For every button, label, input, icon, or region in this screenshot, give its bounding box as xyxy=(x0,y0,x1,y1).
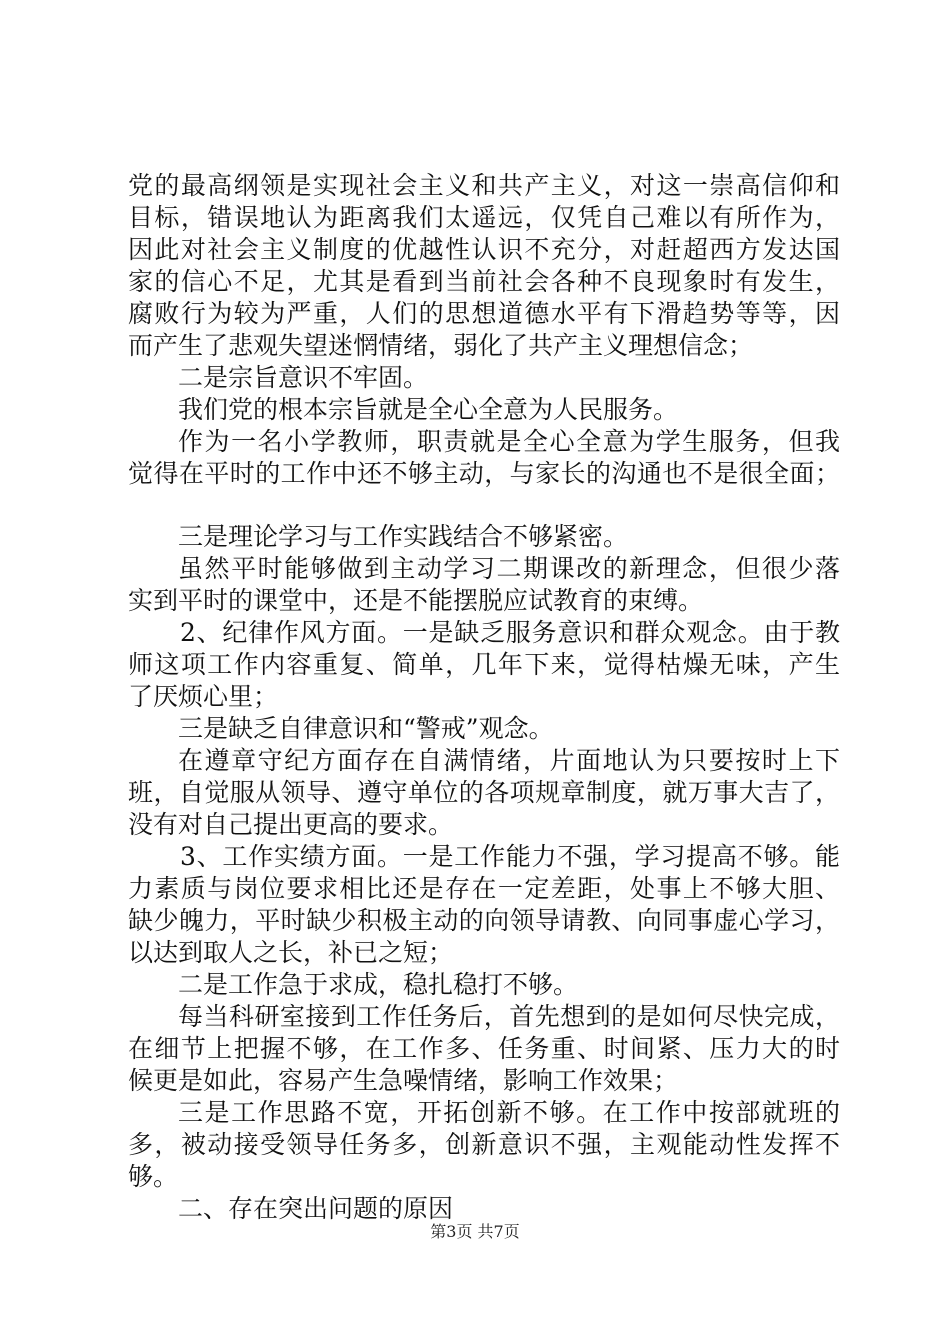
text-line: 每当科研室接到工作任务后，首先想到的是如何尽快完成， xyxy=(178,1002,840,1031)
text-line: 力素质与岗位要求相比还是存在一定差距，处事上不够大胆、 xyxy=(128,874,840,903)
text-line: 候更是如此，容易产生急噪情绪，影响工作效果； xyxy=(128,1066,679,1095)
text-line: 够。 xyxy=(128,1162,179,1191)
text-line: 腐败行为较为严重，人们的思想道德水平有下滑趋势等等，因 xyxy=(128,299,840,328)
text-line: 2、纪律作风方面。一是缺乏服务意识和群众观念。由于教 xyxy=(180,618,840,647)
text-line: 师这项工作内容重复、简单，几年下来，觉得枯燥无味，产生 xyxy=(128,650,840,679)
text-line: 在遵章守纪方面存在自满情绪，片面地认为只要按时上下 xyxy=(178,746,840,775)
text-line: 在细节上把握不够，在工作多、任务重、时间紧、压力大的时 xyxy=(128,1034,840,1063)
text-line: 多，被动接受领导任务多，创新意识不强，主观能动性发挥不 xyxy=(128,1130,840,1159)
text-line: 家的信心不足，尤其是看到当前社会各种不良现象时有发生， xyxy=(128,267,840,296)
text-line: 二是工作急于求成，稳扎稳打不够。 xyxy=(178,970,579,999)
text-line: 因此对社会主义制度的优越性认识不充分，对赶超西方发达国 xyxy=(128,235,840,264)
page-number: 第3页 共7页 xyxy=(430,1222,520,1241)
section-heading: 二、存在突出问题的原因 xyxy=(178,1194,454,1223)
blank-line xyxy=(128,490,840,521)
text-line: 三是理论学习与工作实践结合不够紧密。 xyxy=(178,522,629,551)
text-line: 虽然平时能够做到主动学习二期课改的新理念，但很少落 xyxy=(178,554,840,583)
document-body xyxy=(128,170,840,1225)
text-line: 三是工作思路不宽，开拓创新不够。在工作中按部就班的 xyxy=(178,1098,840,1127)
text-line: 目标，错误地认为距离我们太遥远，仅凭自己难以有所作为， xyxy=(128,203,840,232)
text-line: 缺少魄力，平时缺少积极主动的向领导请教、向同事虚心学习， xyxy=(128,906,840,935)
text-line: 以达到取人之长，补已之短； xyxy=(128,938,454,967)
text-line: 而产生了悲观失望迷惘情绪，弱化了共产主义理想信念； xyxy=(128,331,754,360)
text-line: 3、工作实绩方面。一是工作能力不强，学习提高不够。能 xyxy=(180,842,840,871)
text-line: 觉得在平时的工作中还不够主动，与家长的沟通也不是很全面； xyxy=(128,459,840,488)
text-line: 党的最高纲领是实现社会主义和共产主义，对这一崇高信仰和 xyxy=(128,171,840,200)
text-line: 二是宗旨意识不牢固。 xyxy=(178,363,429,392)
text-line: 没有对自己提出更高的要求。 xyxy=(128,810,454,839)
text-line: 班，自觉服从领导、遵守单位的各项规章制度，就万事大吉了， xyxy=(128,778,840,807)
text-line: 三是缺乏自律意识和“警戒”观念。 xyxy=(178,714,554,743)
page-footer xyxy=(0,1222,950,1242)
text-line: 了厌烦心里； xyxy=(128,682,279,711)
text-line: 实到平时的课堂中，还是不能摆脱应试教育的束缚。 xyxy=(128,586,704,615)
text-line: 我们党的根本宗旨就是全心全意为人民服务。 xyxy=(178,395,679,424)
text-line: 作为一名小学教师，职责就是全心全意为学生服务，但我 xyxy=(178,427,840,456)
